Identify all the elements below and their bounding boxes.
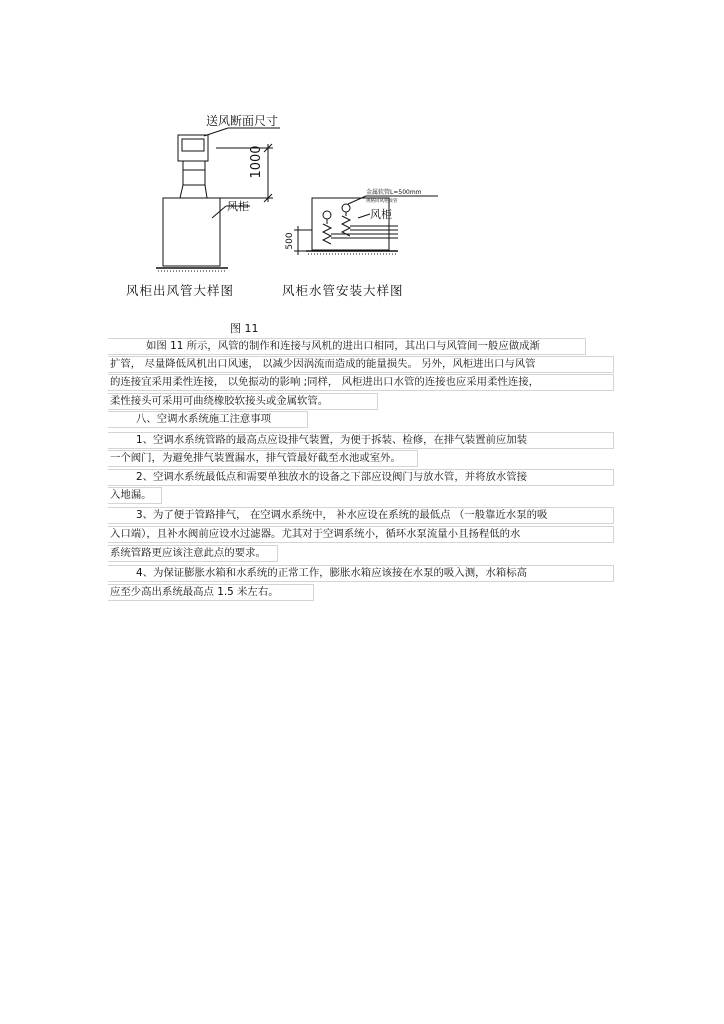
text-line: 如图 11 所示，风管的制作和连接与风机的进出口相同，其出口与风管间一般应做成渐: [108, 338, 586, 355]
flex-hose-note: 金属软管L=500mm: [366, 189, 422, 196]
left-cabinet-label: 风柜: [227, 200, 249, 213]
text-line: 4、为保证膨胀水箱和水系统的正常工作，膨胀水箱应该接在水泵的吸入测，水箱标高: [108, 565, 614, 582]
text-line: 1、空调水系统管路的最高点应设排气装置，为便于拆装、检修，在排气装置前应加装: [108, 432, 614, 449]
right-cabinet-label: 风柜: [370, 208, 392, 221]
text-line: 扩管， 尽量降低风机出口风速， 以减少因涡流而造成的能量损失。 另外，风柜进出口与风管: [108, 356, 614, 373]
text-line: 入地漏。: [108, 487, 162, 504]
left-caption: 风柜出风管大样图: [126, 283, 235, 298]
text-line: 2、空调水系统最低点和需要单独放水的设备之下部应设阀门与放水管，并将放水管接: [108, 469, 614, 486]
right-caption: 风柜水管安装大样图: [282, 283, 404, 298]
text-line: 系统管路更应该注意此点的要求。: [108, 545, 278, 562]
text-line: 的连接宜采用柔性连接， 以免振动的影响 ;同样， 风柜进出口水管的连接也应采用柔性连接，: [108, 374, 614, 391]
text-line: 一个阀门，为避免排气装置漏水，排气管最好截至水池或室外。: [108, 450, 418, 467]
left-dimension-label: 1000: [249, 145, 264, 179]
text-line: 柔性接头可采用可曲绕橡胶软接头或金属软管。: [108, 393, 378, 410]
flex-hose-note-2: 规格同风柜接管: [366, 199, 398, 204]
text-line: 3、为了便于管路排气， 在空调水系统中， 补水应设在系统的最低点 （一般靠近水泵的吸: [108, 507, 614, 524]
air-section-size-label: 送风断面尺寸: [206, 114, 279, 128]
right-dimension-label: 500: [285, 232, 295, 250]
section-heading: 八、空调水系统施工注意事项: [108, 411, 308, 428]
figure-number: 图 11: [230, 322, 259, 335]
text-line: 应至少高出系统最高点 1.5 米左右。: [108, 584, 314, 601]
text-line: 入口端），且补水阀前应设水过滤器。尤其对于空调系统小，循环水泵流量小且扬程低的水: [108, 526, 614, 543]
